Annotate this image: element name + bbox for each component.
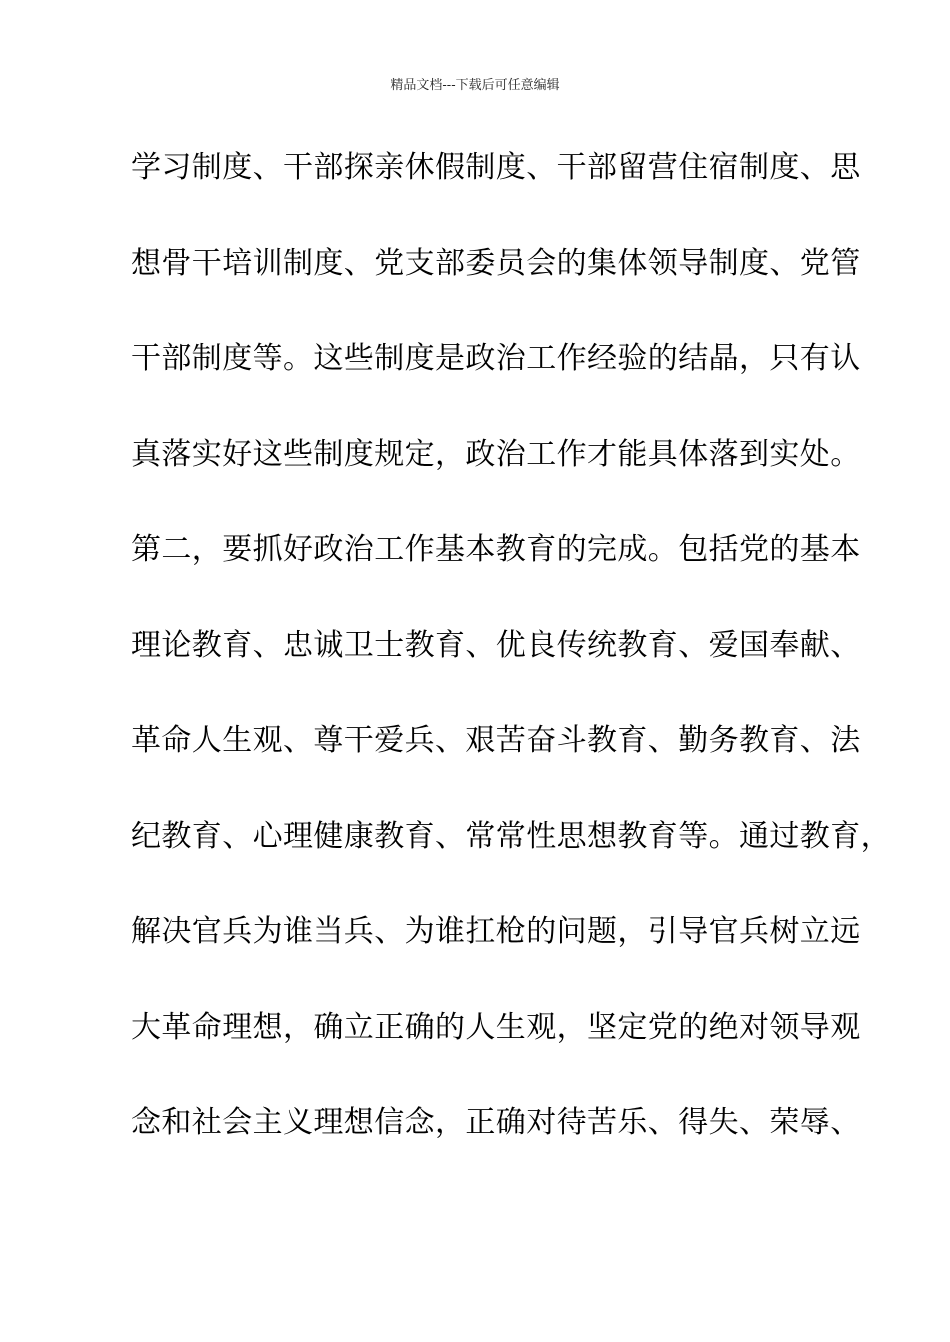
text-line: 念和社会主义理想信念，正确对待苦乐、得失、荣辱、 (131, 1105, 861, 1140)
text-line: 理论教育、忠诚卫士教育、优良传统教育、爱国奉献、 (131, 627, 861, 663)
text-line: 学习制度、干部探亲休假制度、干部留营住宿制度、思 (131, 150, 861, 185)
text-line: 第二，要抓好政治工作基本教育的完成。包括党的基本 (131, 532, 861, 567)
page-header: 精品文档---下载后可任意编辑 (390, 78, 560, 93)
text-line: 纪教育、心理健康教育、常常性思想教育等。通过教育， (131, 818, 891, 854)
document-body (131, 146, 891, 1197)
text-line: 想骨干培训制度、党支部委员会的集体领导制度、党管 (131, 245, 861, 281)
text-line: 解决官兵为谁当兵、为谁扛枪的问题，引导官兵树立远 (131, 914, 861, 949)
text-line: 真落实好这些制度规定，政治工作才能具体落到实处。 (131, 436, 861, 472)
text-line: 干部制度等。这些制度是政治工作经验的结晶，只有认 (131, 341, 861, 376)
text-line: 大革命理想，确立正确的人生观，坚定党的绝对领导观 (131, 1009, 861, 1045)
text-line: 革命人生观、尊干爱兵、艰苦奋斗教育、勤务教育、法 (131, 723, 861, 758)
